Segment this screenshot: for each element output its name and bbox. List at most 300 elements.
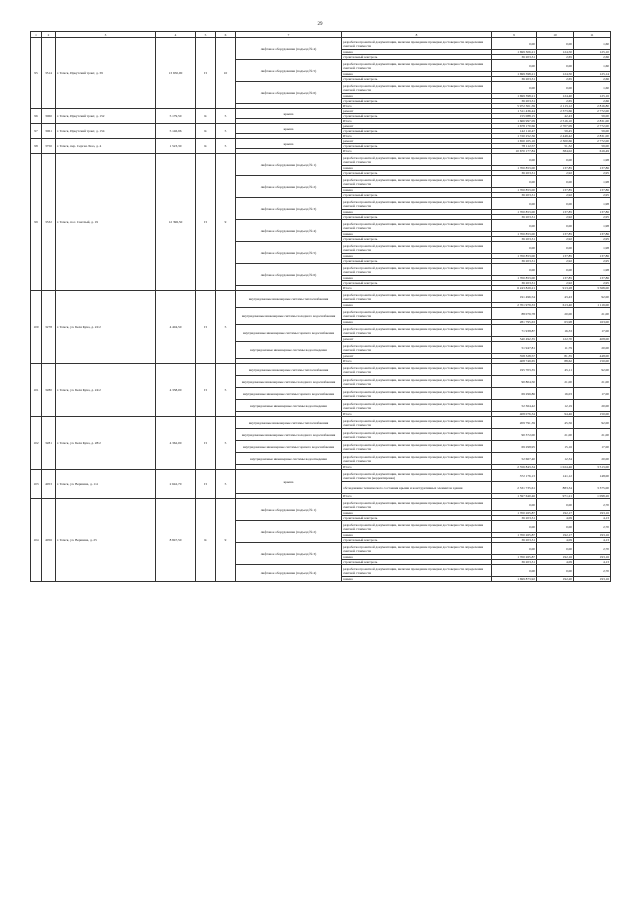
max-unit-cost-value: 2,66 <box>574 77 611 82</box>
max-unit-cost-value: 2 831,00 <box>574 134 611 139</box>
work-description: строительный контроль <box>342 237 492 242</box>
row-number: 98 <box>31 139 42 154</box>
column-number-cell: 3 <box>56 32 156 38</box>
house-area: 2 642,70 <box>156 470 196 499</box>
unit-cost-value: 0,00 <box>537 198 574 210</box>
wall-material: П <box>196 154 216 291</box>
unit-cost-value: 124,50 <box>537 72 574 77</box>
house-address: г. Томск, ул. Беля Куна, д. 24/2 <box>56 364 156 417</box>
cost-value: 1 699 398,21 <box>492 72 537 77</box>
work-type: лифтовое оборудование (подъезд № 6) <box>236 82 342 104</box>
page-number: 29 <box>317 22 323 27</box>
work-description: разработка проектной документации, включая проведение проверки достоверности определения сметной стоимости <box>342 264 492 276</box>
house-code: 3060 <box>42 109 56 124</box>
column-number-cell: 2 <box>42 32 56 38</box>
table-row <box>31 364 611 376</box>
unit-cost-value: 4,09 <box>537 538 574 543</box>
cost-value: 209 791,39 <box>492 417 537 429</box>
unit-cost-value: 192,16 <box>537 555 574 560</box>
wall-material: К <box>196 499 216 582</box>
work-description: разработка проектной документации, включая проведение проверки достоверности определения сметной стоимости <box>342 342 492 354</box>
work-description: разработка проектной документации, включая проведение проверки достоверности определения сметной стоимости <box>342 441 492 453</box>
work-type: лифтовое оборудование (подъезд № 4) <box>236 220 342 242</box>
cost-value: 281 795,63 <box>492 320 537 325</box>
unit-cost-value: 2,92 <box>537 281 574 286</box>
cost-value: 90 804,50 <box>492 376 537 388</box>
work-type: лифтовое оборудование (подъезд № 3) <box>236 198 342 220</box>
cost-value: 36 203,31 <box>492 215 537 220</box>
max-unit-cost-value: 17,00 <box>574 325 611 337</box>
work-description: разработка проектной документации, включая проведение проверки достоверности определения сметной стоимости <box>342 499 492 511</box>
cost-value: 1 700 265,87 <box>492 511 537 516</box>
work-type: внутридомовые инженерные системы холодного водоснабжения <box>236 308 342 325</box>
max-unit-cost-value: 125,16 <box>574 94 611 99</box>
row-number: 95 <box>31 38 42 109</box>
max-unit-cost-value: 408,00 <box>574 337 611 342</box>
cost-value: 1 700 265,87 <box>492 533 537 538</box>
max-unit-cost-value: 148,00 <box>574 470 611 482</box>
floors-count: 5 <box>216 417 236 470</box>
cost-value: 2 331 735,61 <box>492 482 537 494</box>
cost-value: 36 203,31 <box>492 55 537 60</box>
cost-value: 1 700 853,00 <box>492 166 537 171</box>
cost-value: 0,00 <box>492 565 537 577</box>
work-description: Итого <box>342 465 492 470</box>
work-type: внутридомовые инженерные системы водоотведения <box>236 453 342 465</box>
unit-cost-value: 124,40 <box>537 94 574 99</box>
work-description: разработка проектной документации, включая проведение проверки достоверности определения сметной стоимости (корректировка) <box>342 470 492 482</box>
work-description: строительный контроль <box>342 171 492 176</box>
max-unit-cost-value: 137,86 <box>574 254 611 259</box>
work-description: замена <box>342 166 492 171</box>
work-description: строительный контроль <box>342 193 492 198</box>
column-number-cell: 6 <box>216 32 236 38</box>
unit-cost-value: 16,03 <box>537 388 574 400</box>
house-address: г. Томск, пос. Светлый, д. 19 <box>56 154 156 291</box>
work-description: обследование технического состояния крыши и конструктивных элементов здания <box>342 482 492 494</box>
max-unit-cost-value: 2,66 <box>574 99 611 104</box>
floors-count: 10 <box>216 38 236 109</box>
max-unit-cost-value: 2 772,00 <box>574 124 611 129</box>
cost-value: 1 700 853,00 <box>492 254 537 259</box>
unit-cost-value: 16,33 <box>537 325 574 337</box>
unit-cost-value: 2 113,12 <box>537 104 574 109</box>
work-description: Итого <box>342 286 492 291</box>
unit-cost-value: 42,43 <box>537 114 574 119</box>
max-unit-cost-value: 150,00 <box>574 412 611 417</box>
cost-value: 51 947,81 <box>492 342 537 354</box>
cost-value: 90 372,00 <box>492 429 537 441</box>
work-type: лифтовое оборудование (подъезд № 3) <box>236 543 342 565</box>
work-description: строительный контроль <box>342 99 492 104</box>
cost-value: 372 176,13 <box>492 470 537 482</box>
cost-value: 36 203,31 <box>492 560 537 565</box>
unit-cost-value: 137,85 <box>537 254 574 259</box>
cost-value: 36 203,31 <box>492 237 537 242</box>
house-area: 5 179,50 <box>156 109 196 124</box>
cost-value: 1 700 853,00 <box>492 210 537 215</box>
table-row <box>31 154 611 166</box>
work-type: лифтовое оборудование (подъезд № 4) <box>236 565 342 582</box>
cost-value: 36 203,31 <box>492 99 537 104</box>
unit-cost-value: 2 516,10 <box>537 119 574 124</box>
table-row <box>31 38 611 50</box>
wall-material: К <box>196 139 216 154</box>
max-unit-cost-value: 59,00 <box>574 114 611 119</box>
cost-value: 2 701 979,33 <box>492 303 537 308</box>
max-unit-cost-value: 92,00 <box>574 291 611 303</box>
work-type: лифтовое оборудование (подъезд № 1) <box>236 499 342 521</box>
cost-value: 71 938,87 <box>492 325 537 337</box>
work-description: строительный контроль <box>342 77 492 82</box>
max-unit-cost-value: 17,00 <box>574 388 611 400</box>
floors-count: 9 <box>216 154 236 291</box>
unit-cost-value: 137,85 <box>537 276 574 281</box>
work-description: замена <box>342 320 492 325</box>
max-unit-cost-value: 125,10 <box>574 50 611 55</box>
max-unit-cost-value: 150,00 <box>574 359 611 364</box>
house-area: 8 847,50 <box>156 499 196 582</box>
work-description: замена <box>342 276 492 281</box>
wall-material: П <box>196 470 216 499</box>
unit-cost-value: 2,92 <box>537 171 574 176</box>
max-unit-cost-value: 4,13 <box>574 538 611 543</box>
work-description: строительный контроль <box>342 281 492 286</box>
wall-material: П <box>196 417 216 470</box>
max-unit-cost-value: 2,95 <box>574 215 611 220</box>
max-unit-cost-value: 616,49 <box>574 149 611 154</box>
work-description: разработка проектной документации, включая проведение проверки достоверности определения сметной стоимости <box>342 176 492 188</box>
cost-value: 1 700 853,00 <box>492 276 537 281</box>
work-description: строительный контроль <box>342 144 492 149</box>
column-number-cell: 7 <box>236 32 342 38</box>
column-number-cell: 8 <box>342 32 492 38</box>
unit-cost-value: 20,00 <box>537 308 574 320</box>
row-number: 101 <box>31 364 42 417</box>
cost-value: 1 699 306,21 <box>492 50 537 55</box>
max-unit-cost-value: 125,14 <box>574 72 611 77</box>
unit-cost-value: 2 300,66 <box>537 139 574 144</box>
max-unit-cost-value: 92,00 <box>574 417 611 429</box>
work-description: строительный контроль <box>342 215 492 220</box>
max-unit-cost-value: 193,16 <box>574 555 611 560</box>
cost-value: 2 356 843,34 <box>492 465 537 470</box>
max-unit-cost-value: 21,00 <box>574 376 611 388</box>
table-row <box>31 109 611 114</box>
work-type: внутридомовые инженерные системы теплоснабжения <box>236 291 342 308</box>
unit-cost-value: 613,40 <box>537 303 574 308</box>
cost-value: 0,00 <box>492 82 537 94</box>
max-unit-cost-value: 2 772,00 <box>574 139 611 144</box>
cost-value: 0,00 <box>492 60 537 72</box>
work-type: лифтовое оборудование (подъезд № 4) <box>236 38 342 60</box>
work-description: замена <box>342 511 492 516</box>
work-description: замена <box>342 210 492 215</box>
max-unit-cost-value: 2,95 <box>574 281 611 286</box>
cost-value: 0,00 <box>492 543 537 555</box>
max-unit-cost-value: 1,60 <box>574 38 611 50</box>
work-type: лифтовое оборудование (подъезд № 2) <box>236 521 342 543</box>
work-description: Итого <box>342 494 492 499</box>
unit-cost-value: 141,12 <box>537 470 574 482</box>
unit-cost-value: 2,65 <box>537 55 574 60</box>
work-description: замена <box>342 303 492 308</box>
unit-cost-value: 94,46 <box>537 412 574 417</box>
row-number: 104 <box>31 499 42 582</box>
house-address: г. Томск, Иркутский тракт, д. 39 <box>56 38 156 109</box>
max-unit-cost-value: 1,98 <box>574 242 611 254</box>
work-description: разработка проектной документации, включая проведение проверки достоверности определения сметной стоимости <box>342 291 492 303</box>
column-number-cell: 4 <box>156 32 196 38</box>
house-area: 4 362,00 <box>156 417 196 470</box>
max-unit-cost-value: 2,70 <box>574 499 611 511</box>
table-row <box>31 124 611 129</box>
unit-cost-value: 2,65 <box>537 77 574 82</box>
cost-value: 36 203,31 <box>492 538 537 543</box>
unit-cost-value: 2,92 <box>537 193 574 198</box>
table-row <box>31 291 611 303</box>
unit-cost-value: 88,62 <box>537 359 574 364</box>
table-row <box>31 499 611 511</box>
unit-cost-value: 0,00 <box>537 154 574 166</box>
work-type: внутридомовые инженерные системы теплоснабжения <box>236 364 342 376</box>
max-unit-cost-value: 2,70 <box>574 543 611 555</box>
unit-cost-value: 45,56 <box>537 417 574 429</box>
max-unit-cost-value: 1 119,00 <box>574 303 611 308</box>
work-description: замена <box>342 188 492 193</box>
unit-cost-value: 2 373,66 <box>537 109 574 114</box>
work-type: лифтовое оборудование (подъезд № 1) <box>236 154 342 176</box>
max-unit-cost-value: 4,13 <box>574 560 611 565</box>
unit-cost-value: 59,45 <box>537 129 574 134</box>
wall-material: П <box>196 291 216 364</box>
work-description: разработка проектной документации, включая проведение проверки достоверности определения сметной стоимости <box>342 543 492 555</box>
unit-cost-value: 2,92 <box>537 259 574 264</box>
unit-cost-value: 4,09 <box>537 560 574 565</box>
cost-value: 358 328,57 <box>492 354 537 359</box>
unit-cost-value: 15,16 <box>537 441 574 453</box>
cost-value: 36 203,31 <box>492 516 537 521</box>
row-number: 99 <box>31 154 42 291</box>
max-unit-cost-value: 137,86 <box>574 188 611 193</box>
unit-cost-value: 0,00 <box>537 521 574 533</box>
work-description: разработка проектной документации, включая проведение проверки достоверности определения сметной стоимости <box>342 220 492 232</box>
cost-value: 1 650 105,16 <box>492 139 537 144</box>
cost-value: 36 203,31 <box>492 77 537 82</box>
work-description: замена <box>342 555 492 560</box>
cost-value: 0,00 <box>492 521 537 533</box>
cost-value: 36 203,31 <box>492 281 537 286</box>
work-description: разработка проектной документации, включая проведение проверки достоверности определения сметной стоимости <box>342 308 492 320</box>
cost-value: 0,00 <box>492 154 537 166</box>
work-description: ремонт <box>342 337 492 342</box>
max-unit-cost-value: 193,16 <box>574 533 611 538</box>
max-unit-cost-value: 193,16 <box>574 511 611 516</box>
unit-cost-value: 81,35 <box>537 354 574 359</box>
house-code: 3278 <box>42 291 56 364</box>
unit-cost-value: 0,00 <box>537 543 574 555</box>
unit-cost-value: 43,43 <box>537 291 574 303</box>
max-unit-cost-value: 21,00 <box>574 308 611 320</box>
column-number-cell: 10 <box>537 32 574 38</box>
work-description: Итого <box>342 412 492 417</box>
unit-cost-value: 2,65 <box>537 99 574 104</box>
work-type: внутридомовые инженерные системы водоотведения <box>236 342 342 359</box>
unit-cost-value: 2,92 <box>537 215 574 220</box>
max-unit-cost-value: 20,00 <box>574 342 611 354</box>
work-description: замена <box>342 577 492 582</box>
cost-value: 1 720 252,36 <box>492 134 537 139</box>
work-description: Итого <box>342 119 492 124</box>
column-number-cell: 11 <box>574 32 611 38</box>
unit-cost-value: 0,00 <box>537 499 574 511</box>
cost-value: 5 972 301,39 <box>492 104 537 109</box>
cost-value: 142 110,47 <box>492 129 537 134</box>
unit-cost-value: 384,02 <box>537 149 574 154</box>
cost-value: 0,00 <box>492 176 537 188</box>
house-code: 4053 <box>42 470 56 499</box>
cost-value: 36 203,31 <box>492 171 537 176</box>
cost-value: 155 088,15 <box>492 114 537 119</box>
house-area: 1 523,30 <box>156 139 196 154</box>
cost-value: 1 700 265,87 <box>492 555 537 560</box>
row-number: 97 <box>31 124 42 139</box>
work-type: внутридомовые инженерные системы горячего водоснабжения <box>236 388 342 400</box>
max-unit-cost-value: 2,66 <box>574 55 611 60</box>
unit-cost-value: 0,00 <box>537 82 574 94</box>
unit-cost-value: 0,00 <box>537 38 574 50</box>
work-type: внутридомовые инженерные системы водоотведения <box>236 400 342 412</box>
max-unit-cost-value: 1,98 <box>574 176 611 188</box>
max-unit-cost-value: 2 816,80 <box>574 104 611 109</box>
cost-value: 36 203,31 <box>492 259 537 264</box>
work-description: разработка проектной документации, включая проведение проверки достоверности определения сметной стоимости <box>342 453 492 465</box>
max-unit-cost-value: 2,95 <box>574 259 611 264</box>
work-description: разработка проектной документации, включая проведение проверки достоверности определения сметной стоимости <box>342 521 492 533</box>
work-type: лифтовое оборудование (подъезд № 6) <box>236 264 342 286</box>
work-description: разработка проектной документации, включая проведение проверки достоверности определения сметной стоимости <box>342 388 492 400</box>
unit-cost-value: 12,19 <box>537 400 574 412</box>
max-unit-cost-value: 448,00 <box>574 354 611 359</box>
cost-value: 6 243 829,21 <box>492 286 537 291</box>
work-type: внутридомовые инженерные системы горячего водоснабжения <box>236 325 342 342</box>
max-unit-cost-value: 3 513,00 <box>574 465 611 470</box>
cost-value: 0,00 <box>492 198 537 210</box>
unit-cost-value: 971,21 <box>537 494 574 499</box>
work-description: разработка проектной документации, включая проведение проверки достоверности определения сметной стоимости <box>342 198 492 210</box>
work-description: замена <box>342 72 492 77</box>
work-description: Итого <box>342 134 492 139</box>
work-description: замена <box>342 50 492 55</box>
column-number-cell: 9 <box>492 32 537 38</box>
work-description: замена <box>342 254 492 259</box>
house-address: г. Томск, ул. Вершина, д. 1/4 <box>56 470 156 499</box>
cost-value: 540 492,35 <box>492 337 537 342</box>
max-unit-cost-value: 1,98 <box>574 220 611 232</box>
table-row <box>31 417 611 429</box>
work-type: крыша <box>236 124 342 134</box>
cost-value: 78 112,57 <box>492 144 537 149</box>
house-code: 3281 <box>42 417 56 470</box>
max-unit-cost-value: 21,00 <box>574 429 611 441</box>
floors-count: 5 <box>216 109 236 124</box>
max-unit-cost-value: 2 831,00 <box>574 119 611 124</box>
table-row <box>31 470 611 482</box>
unit-cost-value: 913,28 <box>537 286 574 291</box>
cost-value: 408 749,65 <box>492 359 537 364</box>
house-code: 3061 <box>42 124 56 139</box>
wall-material: П <box>196 364 216 417</box>
unit-cost-value: 12,34 <box>537 453 574 465</box>
unit-cost-value: 2 707,09 <box>537 124 574 129</box>
floors-count: 5 <box>216 139 236 154</box>
max-unit-cost-value: 1,98 <box>574 264 611 276</box>
work-description: Итого <box>342 359 492 364</box>
unit-cost-value: 122,70 <box>537 337 574 342</box>
work-description: разработка проектной документации, включая проведение проверки достоверности определения сметной стоимости <box>342 38 492 50</box>
work-description: строительный контроль <box>342 55 492 60</box>
work-description: разработка проектной документации, включая проведение проверки достоверности определения сметной стоимости <box>342 400 492 412</box>
floors-count: 5 <box>216 364 236 417</box>
max-unit-cost-value: 137,86 <box>574 210 611 215</box>
unit-cost-value: 45,11 <box>537 364 574 376</box>
max-unit-cost-value: 2,95 <box>574 237 611 242</box>
unit-cost-value: 137,85 <box>537 166 574 171</box>
max-unit-cost-value: 3 568,00 <box>574 286 611 291</box>
unit-cost-value: 2 449,42 <box>537 134 574 139</box>
house-address: г. Томск, ул. Вершина, д. 25 <box>56 499 156 582</box>
cost-value: 1 666 997,09 <box>492 119 537 124</box>
cost-value: 0,00 <box>492 242 537 254</box>
work-description: разработка проектной документации, включая проведение проверки достоверности определения сметной стоимости <box>342 565 492 577</box>
work-type: внутридомовые инженерные системы теплоснабжения <box>236 417 342 429</box>
cost-value: 10 670 177,84 <box>492 149 537 154</box>
max-unit-cost-value: 1,60 <box>574 82 611 94</box>
max-unit-cost-value: 92,00 <box>574 364 611 376</box>
cost-value: 36 203,31 <box>492 193 537 198</box>
house-code: 3280 <box>42 364 56 417</box>
max-unit-cost-value: 59,00 <box>574 129 611 134</box>
max-unit-cost-value: 137,86 <box>574 166 611 171</box>
unit-cost-value: 11,79 <box>537 342 574 354</box>
house-address: г. Томск, ул. Беля Куна, д. 22/2 <box>56 291 156 364</box>
cost-value: 408 076,34 <box>492 412 537 417</box>
floors-count: 5 <box>216 291 236 364</box>
unit-cost-value: 1 024,46 <box>537 465 574 470</box>
work-description: замена <box>342 533 492 538</box>
max-unit-cost-value: 1,98 <box>574 198 611 210</box>
row-number: 100 <box>31 291 42 364</box>
floors-count: 5 <box>216 470 236 499</box>
unit-cost-value: 137,85 <box>537 232 574 237</box>
cost-value: 1 699 873,92 <box>492 577 537 582</box>
unit-cost-value: 2,92 <box>537 237 574 242</box>
unit-cost-value: 192,17 <box>537 511 574 516</box>
cost-value: 52 667,40 <box>492 453 537 465</box>
work-description: ремонт <box>342 124 492 129</box>
cost-value: 0,00 <box>492 38 537 50</box>
house-area: 12 396,50 <box>156 154 196 291</box>
house-area: 4 338,00 <box>156 364 196 417</box>
row-number: 96 <box>31 109 42 124</box>
row-number: 102 <box>31 417 42 470</box>
house-address: г. Томск, Иркутский тракт, д. 154 <box>56 124 156 139</box>
work-description: строительный контроль <box>342 129 492 134</box>
wall-material: К <box>196 109 216 124</box>
cost-value: 0,00 <box>492 264 537 276</box>
table-row <box>31 139 611 144</box>
work-type: внутридомовые инженерные системы горячего водоснабжения <box>236 441 342 453</box>
